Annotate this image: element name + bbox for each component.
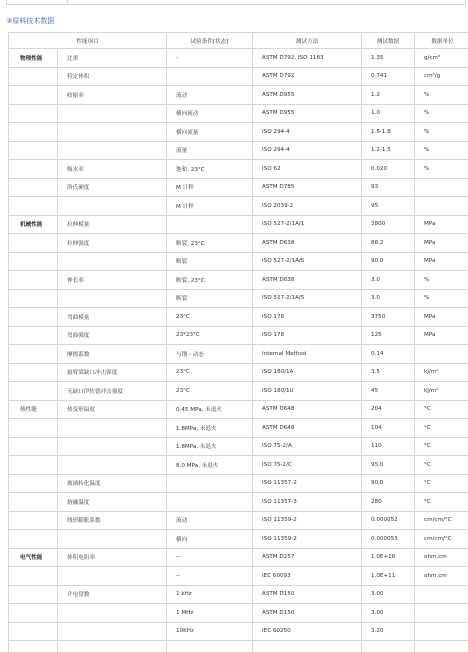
table-row bbox=[9, 585, 468, 604]
table-row bbox=[9, 289, 468, 308]
property-cell: 玻璃转化温度 bbox=[58, 474, 167, 493]
table-row bbox=[9, 308, 468, 327]
value-cell: 3.00 bbox=[362, 604, 415, 623]
method-cell: ISO 180/1A bbox=[253, 363, 362, 382]
value-cell: 3.20 bbox=[362, 622, 415, 641]
table-row bbox=[9, 474, 468, 493]
property-cell: 弯曲模量 bbox=[58, 308, 167, 327]
value-cell: 3800 bbox=[362, 215, 415, 234]
table-row bbox=[9, 419, 468, 438]
condition-cell: 1 kHz bbox=[167, 585, 253, 604]
condition-cell: 23°C bbox=[167, 363, 253, 382]
section-title: ③原料技术数据 bbox=[6, 17, 55, 25]
property-cell bbox=[58, 141, 167, 160]
property-cell: 收缩率 bbox=[58, 86, 167, 105]
category-cell: 物理性能 bbox=[9, 49, 58, 68]
condition-cell: 8.0 MPa, 未退火 bbox=[167, 456, 253, 475]
condition-cell: M 计秤 bbox=[167, 178, 253, 197]
condition-cell: 横向流动 bbox=[167, 104, 253, 123]
condition-cell: 断裂, 23°C bbox=[167, 271, 253, 290]
property-cell: 特定体积 bbox=[58, 67, 167, 86]
unit-cell: °C bbox=[415, 437, 468, 456]
value-cell: 0.000052 bbox=[362, 511, 415, 530]
top-table-edge bbox=[6, 0, 466, 5]
condition-cell bbox=[167, 474, 253, 493]
value-cell: 1.2 bbox=[362, 86, 415, 105]
method-cell: ASTM D955 bbox=[253, 86, 362, 105]
condition-cell: 23°C bbox=[167, 382, 253, 401]
value-cell: 1.0E+11 bbox=[362, 567, 415, 586]
category-cell bbox=[9, 234, 58, 253]
category-cell bbox=[9, 197, 58, 216]
condition-cell bbox=[167, 641, 253, 652]
category-cell bbox=[9, 604, 58, 623]
property-cell: 比重 bbox=[58, 49, 167, 68]
value-cell: 3.0 bbox=[362, 271, 415, 290]
condition-cell bbox=[167, 215, 253, 234]
table-row bbox=[9, 345, 468, 364]
category-cell: 热性能 bbox=[9, 400, 58, 419]
property-cell bbox=[58, 104, 167, 123]
category-cell bbox=[9, 511, 58, 530]
method-cell: ISO 180/1U bbox=[253, 382, 362, 401]
condition-cell: 1 MHz bbox=[167, 604, 253, 623]
method-cell bbox=[253, 641, 362, 652]
method-cell: ASTM D785 bbox=[253, 178, 362, 197]
value-cell: 90.0 bbox=[362, 474, 415, 493]
value-cell: 95 bbox=[362, 197, 415, 216]
table-row bbox=[9, 104, 468, 123]
unit-cell: °C bbox=[415, 400, 468, 419]
method-cell: ISO 178 bbox=[253, 308, 362, 327]
category-cell bbox=[9, 622, 58, 641]
header-method: 测试方法 bbox=[253, 33, 362, 49]
unit-cell: °C bbox=[415, 493, 468, 512]
category-cell bbox=[9, 530, 58, 549]
condition-cell: 流量 bbox=[167, 141, 253, 160]
value-cell bbox=[362, 641, 415, 652]
table-row bbox=[9, 641, 468, 652]
unit-cell: MPa bbox=[415, 326, 468, 345]
value-cell: 0.741 bbox=[362, 67, 415, 86]
table-row bbox=[9, 197, 468, 216]
value-cell: 104 bbox=[362, 419, 415, 438]
category-cell bbox=[9, 104, 58, 123]
unit-cell: % bbox=[415, 289, 468, 308]
method-cell: IEC 60093 bbox=[253, 567, 362, 586]
table-row bbox=[9, 548, 468, 567]
category-cell bbox=[9, 123, 58, 142]
table-row bbox=[9, 234, 468, 253]
table-row bbox=[9, 123, 468, 142]
condition-cell: 10KHz bbox=[167, 622, 253, 641]
value-cell: 3.00 bbox=[362, 585, 415, 604]
property-cell: 熔融温度 bbox=[58, 493, 167, 512]
condition-cell: 断裂, 23°C bbox=[167, 234, 253, 253]
category-cell: 电气性能 bbox=[9, 548, 58, 567]
method-cell: ISO 527-2/1A/5 bbox=[253, 252, 362, 271]
condition-cell: -- bbox=[167, 548, 253, 567]
value-cell: 93 bbox=[362, 178, 415, 197]
property-cell bbox=[58, 289, 167, 308]
value-cell: 1.35 bbox=[362, 49, 415, 68]
condition-cell: M 计秤 bbox=[167, 197, 253, 216]
value-cell: 45 bbox=[362, 382, 415, 401]
table-row bbox=[9, 141, 468, 160]
value-cell: 110 bbox=[362, 437, 415, 456]
condition-cell: 与钢 - 动态 bbox=[167, 345, 253, 364]
value-cell: 3.5 bbox=[362, 363, 415, 382]
method-cell: ISO 11357-3 bbox=[253, 493, 362, 512]
property-cell bbox=[58, 604, 167, 623]
category-cell bbox=[9, 141, 58, 160]
property-cell bbox=[58, 437, 167, 456]
table-row bbox=[9, 604, 468, 623]
method-cell: ASTM D257 bbox=[253, 548, 362, 567]
table-row bbox=[9, 178, 468, 197]
category-cell bbox=[9, 493, 58, 512]
method-cell: ISO 75-2/C bbox=[253, 456, 362, 475]
unit-cell: % bbox=[415, 271, 468, 290]
property-cell: 洛氏硬度 bbox=[58, 178, 167, 197]
category-cell bbox=[9, 160, 58, 179]
table-row bbox=[9, 511, 468, 530]
method-cell: ISO 527-2/1A/5 bbox=[253, 289, 362, 308]
property-cell: 拉伸强度 bbox=[58, 234, 167, 253]
method-cell: ASTM D792, ISO 1183 bbox=[253, 49, 362, 68]
value-cell: 90.0 bbox=[362, 252, 415, 271]
property-cell: 介电常数 bbox=[58, 585, 167, 604]
header-property: 性能项目 bbox=[9, 33, 167, 49]
unit-cell: kJ/m² bbox=[415, 382, 468, 401]
unit-cell: kJ/m² bbox=[415, 363, 468, 382]
unit-cell bbox=[415, 345, 468, 364]
condition-cell: 横向流量 bbox=[167, 123, 253, 142]
table-row bbox=[9, 49, 468, 68]
table-row bbox=[9, 160, 468, 179]
method-cell: ISO 527-2/1A/1 bbox=[253, 215, 362, 234]
table-row bbox=[9, 400, 468, 419]
condition-cell: 横向 bbox=[167, 530, 253, 549]
condition-cell bbox=[167, 493, 253, 512]
property-cell: 拉伸模量 bbox=[58, 215, 167, 234]
unit-cell: % bbox=[415, 160, 468, 179]
value-cell: 1.0 bbox=[362, 104, 415, 123]
property-cell bbox=[58, 419, 167, 438]
condition-cell: -- bbox=[167, 567, 253, 586]
property-cell bbox=[58, 123, 167, 142]
header-condition: 试验条件[状态] bbox=[167, 33, 253, 49]
property-cell bbox=[58, 197, 167, 216]
top-table-divider bbox=[67, 0, 68, 5]
category-cell bbox=[9, 289, 58, 308]
property-cell bbox=[58, 641, 167, 652]
property-cell: 体积电阻率 bbox=[58, 548, 167, 567]
category-cell bbox=[9, 67, 58, 86]
method-cell: ISO 294-4 bbox=[253, 141, 362, 160]
method-cell: ASTM D648 bbox=[253, 400, 362, 419]
table-row bbox=[9, 271, 468, 290]
category-cell bbox=[9, 363, 58, 382]
method-cell: ASTM D648 bbox=[253, 419, 362, 438]
condition-cell: 断裂 bbox=[167, 289, 253, 308]
unit-cell bbox=[415, 585, 468, 604]
condition-cell: 23*23°C bbox=[167, 326, 253, 345]
table-row bbox=[9, 382, 468, 401]
unit-cell: cm³/g bbox=[415, 67, 468, 86]
unit-cell bbox=[415, 641, 468, 652]
unit-cell bbox=[415, 197, 468, 216]
condition-cell: 1.8MPa, 未退火 bbox=[167, 437, 253, 456]
value-cell: 1.5-1.8 bbox=[362, 123, 415, 142]
table-row bbox=[9, 215, 468, 234]
value-cell: 86.2 bbox=[362, 234, 415, 253]
condition-cell: 断裂 bbox=[167, 252, 253, 271]
category-cell bbox=[9, 641, 58, 652]
unit-cell: % bbox=[415, 86, 468, 105]
header-unit: 数据单位 bbox=[415, 33, 468, 49]
table-row bbox=[9, 67, 468, 86]
unit-cell: MPa bbox=[415, 215, 468, 234]
table-header-row bbox=[9, 33, 468, 49]
condition-cell: - bbox=[167, 49, 253, 68]
value-cell: 204 bbox=[362, 400, 415, 419]
unit-cell: ohm.cm bbox=[415, 548, 468, 567]
method-cell: ISO 75-2/A bbox=[253, 437, 362, 456]
value-cell: 95.0 bbox=[362, 456, 415, 475]
property-cell bbox=[58, 567, 167, 586]
method-cell: ISO 11359-2 bbox=[253, 530, 362, 549]
unit-cell: g/cm³ bbox=[415, 49, 468, 68]
method-cell: ISO 294-4 bbox=[253, 123, 362, 142]
category-cell bbox=[9, 326, 58, 345]
method-cell: ISO 62 bbox=[253, 160, 362, 179]
property-cell: 摩擦系数 bbox=[58, 345, 167, 364]
table-row bbox=[9, 252, 468, 271]
category-cell bbox=[9, 456, 58, 475]
method-cell: ISO 11359-2 bbox=[253, 511, 362, 530]
material-data-table bbox=[8, 32, 468, 652]
method-cell: ASTM D638 bbox=[253, 234, 362, 253]
unit-cell: MPa bbox=[415, 252, 468, 271]
unit-cell bbox=[415, 622, 468, 641]
unit-cell bbox=[415, 604, 468, 623]
value-cell: 0.000053 bbox=[362, 530, 415, 549]
unit-cell: % bbox=[415, 141, 468, 160]
value-cell: 280 bbox=[362, 493, 415, 512]
unit-cell: °C bbox=[415, 419, 468, 438]
value-cell: 3750 bbox=[362, 308, 415, 327]
unit-cell: cm/cm/°C bbox=[415, 511, 468, 530]
category-cell: 机械性能 bbox=[9, 215, 58, 234]
category-cell bbox=[9, 308, 58, 327]
method-cell: ASTM D638 bbox=[253, 271, 362, 290]
category-cell bbox=[9, 382, 58, 401]
property-cell: 悬臂梁缺口冲击强度 bbox=[58, 363, 167, 382]
table-row bbox=[9, 622, 468, 641]
category-cell bbox=[9, 271, 58, 290]
category-cell bbox=[9, 178, 58, 197]
category-cell bbox=[9, 345, 58, 364]
value-cell: 3.0 bbox=[362, 289, 415, 308]
condition-cell bbox=[167, 67, 253, 86]
unit-cell: % bbox=[415, 123, 468, 142]
method-cell: IEC 60250 bbox=[253, 622, 362, 641]
table-row bbox=[9, 363, 468, 382]
table-body bbox=[9, 49, 468, 652]
method-cell: ASTM D150 bbox=[253, 604, 362, 623]
method-cell: ISO 11357-2 bbox=[253, 474, 362, 493]
property-cell: 伸长率 bbox=[58, 271, 167, 290]
unit-cell: °C bbox=[415, 474, 468, 493]
property-cell bbox=[58, 252, 167, 271]
category-cell bbox=[9, 474, 58, 493]
header-value: 测试数据 bbox=[362, 33, 415, 49]
method-cell: ASTM D792 bbox=[253, 67, 362, 86]
method-cell: ASTM D955 bbox=[253, 104, 362, 123]
value-cell: 1.2-1.5 bbox=[362, 141, 415, 160]
unit-cell bbox=[415, 178, 468, 197]
value-cell: 125 bbox=[362, 326, 415, 345]
condition-cell: 流动 bbox=[167, 86, 253, 105]
property-cell: 弯曲强度 bbox=[58, 326, 167, 345]
condition-cell: 饱和, 23°C bbox=[167, 160, 253, 179]
property-cell: 线形膨胀系数 bbox=[58, 511, 167, 530]
condition-cell: 23°C bbox=[167, 308, 253, 327]
category-cell bbox=[9, 419, 58, 438]
unit-cell: MPa bbox=[415, 234, 468, 253]
unit-cell: cm/cm/°C bbox=[415, 530, 468, 549]
method-cell: ISO 2039-2 bbox=[253, 197, 362, 216]
category-cell bbox=[9, 86, 58, 105]
value-cell: 1.0E+16 bbox=[362, 548, 415, 567]
unit-cell: MPa bbox=[415, 308, 468, 327]
table-row bbox=[9, 326, 468, 345]
property-cell: 热变形温度 bbox=[58, 400, 167, 419]
category-cell bbox=[9, 567, 58, 586]
condition-cell: 1.8MPa, 未退火 bbox=[167, 419, 253, 438]
table-row bbox=[9, 437, 468, 456]
method-cell: ISO 178 bbox=[253, 326, 362, 345]
table-row bbox=[9, 530, 468, 549]
method-cell: Internal Method bbox=[253, 345, 362, 364]
value-cell: 0.020 bbox=[362, 160, 415, 179]
value-cell: 0.14 bbox=[362, 345, 415, 364]
property-cell bbox=[58, 530, 167, 549]
category-cell bbox=[9, 437, 58, 456]
property-cell: 吸水率 bbox=[58, 160, 167, 179]
table-row bbox=[9, 567, 468, 586]
condition-cell: 0.45 MPa, 未退火 bbox=[167, 400, 253, 419]
table-row bbox=[9, 493, 468, 512]
method-cell: ASTM D150 bbox=[253, 585, 362, 604]
property-cell bbox=[58, 622, 167, 641]
property-cell: 无缺口伊佐德冲击强度 bbox=[58, 382, 167, 401]
property-cell bbox=[58, 456, 167, 475]
condition-cell: 流动 bbox=[167, 511, 253, 530]
table-row bbox=[9, 456, 468, 475]
unit-cell: °C bbox=[415, 456, 468, 475]
table-row bbox=[9, 86, 468, 105]
unit-cell: ohm.cm bbox=[415, 567, 468, 586]
unit-cell: % bbox=[415, 104, 468, 123]
category-cell bbox=[9, 585, 58, 604]
category-cell bbox=[9, 252, 58, 271]
